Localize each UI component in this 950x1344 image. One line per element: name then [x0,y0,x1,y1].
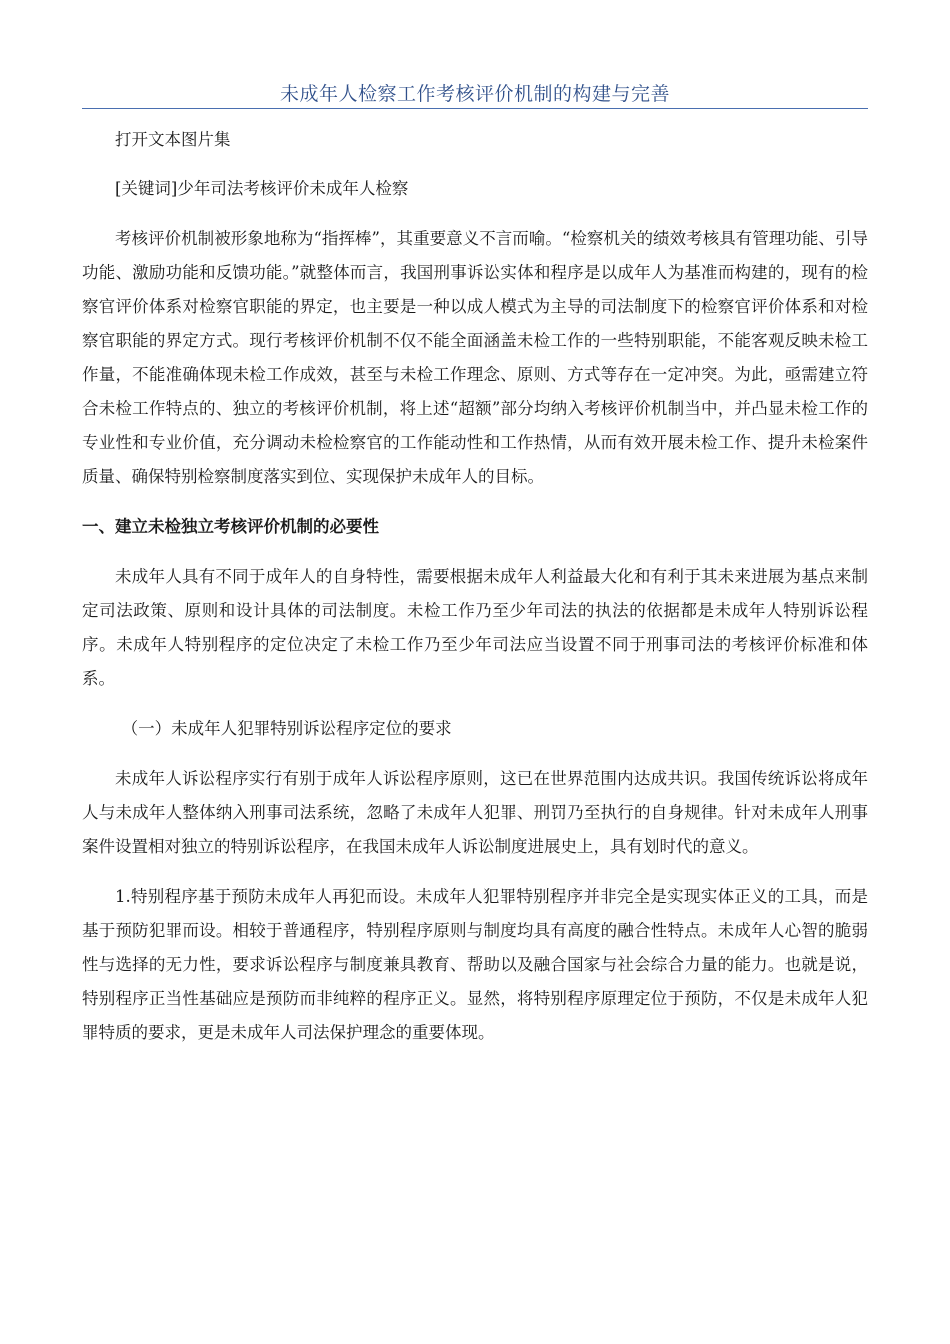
header-divider [82,108,868,109]
subsection-heading-1: （一）未成年人犯罪特别诉讼程序定位的要求 [121,719,452,738]
intro-paragraph: 考核评价机制被形象地称为“指挥棒”，其重要意义不言而喻。“检察机关的绩效考核具有管理功能、引导功能、激励功能和反馈功能。”就整体而言，我国刑事诉讼实体和程序是以成年人为基准而构建的，现有的检察官评价体系对检察官职能的界定，也主要是一种以成人模式为主导的司法制度下的检察官评价体系和对检察官职能的界定方式。现行考核评价机制不仅不能全面涵盖未检工作的一些特别职能，不能客观反映未检工作量，不能准确体现未检工作成效，甚至与未检工作理念、原则、方式等存在一定冲突。为此，亟需建立符合未检工作特点的、独立的考核评价机制，将上述“超额”部分均纳入考核评价机制当中，并凸显未检工作的专业性和专业价值，充分调动未检检察官的工作能动性和工作热情，从而有效开展未检工作、提升未检案件质量、确保特别检察制度落实到位、实现保护未成年人的目标。 [82,229,868,486]
document-title: 未成年人检察工作考核评价机制的构建与完善 [279,83,670,105]
document-body [82,123,868,1050]
section1-paragraph: 未成年人具有不同于成年人的自身特性，需要根据未成年人利益最大化和有利于其未来进展为基点来制定司法政策、原则和设计具体的司法制度。未检工作乃至少年司法的执法的依据都是未成年人特别诉讼程序。未成年人特别程序的定位决定了未检工作乃至少年司法应当设置不同于刑事司法的考核评价标准和体系。 [82,567,868,688]
section-heading-1: 一、建立未检独立考核评价机制的必要性 [82,517,379,536]
point-1-paragraph: 1.特别程序基于预防未成年人再犯而设。未成年人犯罪特别程序并非完全是实现实体正义的工具，而是基于预防犯罪而设。相较于普通程序，特别程序原则与制度均具有高度的融合性特点。未成年人心智的脆弱性与选择的无力性，要求诉讼程序与制度兼具教育、帮助以及融合国家与社会综合力量的能力。也就是说，特别程序正当性基础应是预防而非纯粹的程序正义。显然，将特别程序原理定位于预防，不仅是未成年人犯罪特质的要求，更是未成年人司法保护理念的重要体现。 [82,887,868,1042]
open-image-set-text: 打开文本图片集 [115,130,231,149]
keywords-line: [关键词]少年司法考核评价未成年人检察 [115,179,409,198]
page-header [82,80,868,108]
subsection1-paragraph: 未成年人诉讼程序实行有别于成年人诉讼程序原则，这已在世界范围内达成共识。我国传统诉讼将成年人与未成年人整体纳入刑事司法系统，忽略了未成年人犯罪、刑罚乃至执行的自身规律。针对未成年人刑事案件设置相对独立的特别诉讼程序，在我国未成年人诉讼制度进展史上，具有划时代的意义。 [82,769,868,856]
